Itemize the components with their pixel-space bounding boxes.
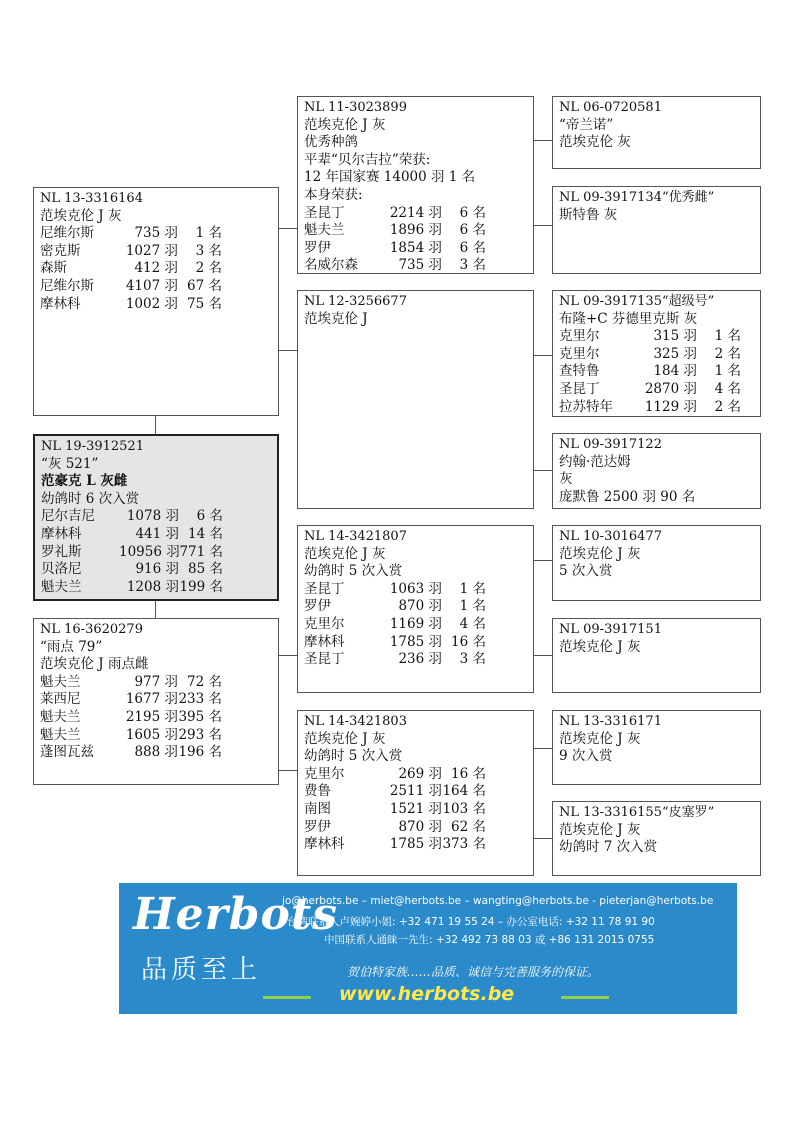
result-row xyxy=(304,783,527,801)
result-row xyxy=(304,581,527,599)
result-birds: 236 羽 xyxy=(398,651,442,668)
result-row xyxy=(304,651,527,669)
banner-bar-right xyxy=(561,996,609,999)
result-pos: 6 名 xyxy=(459,204,486,221)
info-line: 范埃克伦 J 灰 xyxy=(40,207,122,224)
result-birds: 735 羽 xyxy=(398,257,442,274)
dss-card xyxy=(552,525,761,601)
result-place: 摩林科 xyxy=(304,633,345,650)
result-row xyxy=(304,836,527,854)
result-birds: 441 羽 xyxy=(135,525,179,542)
connector-ss-ssd xyxy=(533,225,552,226)
result-row xyxy=(304,598,527,616)
result-pos: 3 名 xyxy=(459,257,486,274)
result-row xyxy=(559,399,754,417)
connector-ds-dss xyxy=(533,560,552,561)
result-pos: 1 名 xyxy=(714,328,741,345)
info-line: 灰 xyxy=(559,471,573,488)
result-pos: 1 名 xyxy=(195,225,222,242)
result-pos: 196 名 xyxy=(178,744,222,761)
info-line: 平辈“贝尔吉拉”荣获: xyxy=(304,151,431,168)
result-birds: 1027 羽 xyxy=(125,242,178,259)
result-place: 克里尔 xyxy=(559,345,600,362)
result-place: 拉苏特年 xyxy=(559,398,613,415)
result-birds: 1896 羽 xyxy=(389,222,442,239)
result-birds: 1063 羽 xyxy=(389,580,442,597)
result-place: 克里尔 xyxy=(304,615,345,632)
banner-website-link[interactable]: www.herbots.be xyxy=(339,983,515,1005)
ring-number: NL 13-3316171 xyxy=(559,714,662,729)
result-pos: 4 名 xyxy=(459,615,486,632)
result-birds: 1208 羽 xyxy=(126,578,179,595)
result-birds: 412 羽 xyxy=(134,260,178,277)
result-birds: 2870 羽 xyxy=(644,380,697,397)
result-pos: 6 名 xyxy=(459,239,486,256)
result-birds: 2214 羽 xyxy=(389,204,442,221)
info-line: 5 次入赏 xyxy=(559,563,613,580)
info-line: 幼鸽时 5 次入赏 xyxy=(304,563,403,580)
connector-ds-dsd xyxy=(533,655,552,656)
ring-number: NL 09-3917151 xyxy=(559,622,662,637)
result-place: 摩林科 xyxy=(304,836,345,853)
ring-number: NL 09-3917122 xyxy=(559,437,662,452)
result-row xyxy=(559,381,754,399)
info-line: 本身荣获: xyxy=(304,186,363,203)
result-birds: 315 羽 xyxy=(653,328,697,345)
info-line: “灰 521” xyxy=(41,455,99,472)
sire-card xyxy=(33,187,279,416)
info-line: 范埃克伦 J xyxy=(304,310,368,327)
result-place: 名威尔森 xyxy=(304,257,358,274)
result-pos: 62 名 xyxy=(451,818,486,835)
connector-dam-dd xyxy=(278,770,297,771)
result-pos: 771 名 xyxy=(179,543,223,560)
result-pos: 14 名 xyxy=(188,525,223,542)
result-pos: 16 名 xyxy=(451,633,486,650)
connector-sire-sd xyxy=(278,350,297,351)
connector-dd-ddd xyxy=(533,838,552,839)
result-row xyxy=(304,240,527,258)
result-row xyxy=(304,616,527,634)
result-place: 克里尔 xyxy=(559,328,600,345)
result-pos: 199 名 xyxy=(179,578,223,595)
info-line: 9 次入赏 xyxy=(559,748,613,765)
ring-number: NL 09-3917134“优秀雌” xyxy=(559,190,715,205)
result-place: 圣昆丁 xyxy=(304,204,345,221)
result-birds: 269 羽 xyxy=(398,765,442,782)
result-pos: 85 名 xyxy=(188,561,223,578)
info-line: 范埃克伦 J 灰 xyxy=(559,638,641,655)
result-place: 魁夫兰 xyxy=(41,578,82,595)
result-place: 森斯 xyxy=(40,260,67,277)
result-row xyxy=(40,674,272,692)
result-row xyxy=(304,222,527,240)
info-line: 幼鸽时 6 次入赏 xyxy=(41,490,140,507)
banner-slogan: 品质至上 xyxy=(141,955,262,985)
result-birds: 916 羽 xyxy=(135,561,179,578)
result-place: 摩林科 xyxy=(40,295,81,312)
result-row xyxy=(40,243,272,261)
result-row xyxy=(304,766,527,784)
result-row xyxy=(40,225,272,243)
info-line: 优秀种鸽 xyxy=(304,134,358,151)
connector-subject-dam xyxy=(155,600,156,619)
result-place: 蓬图瓦兹 xyxy=(40,744,94,761)
result-birds: 1002 羽 xyxy=(125,295,178,312)
result-place: 圣昆丁 xyxy=(559,380,600,397)
result-birds: 1854 羽 xyxy=(389,239,442,256)
info-line: 范埃克伦 J 灰 xyxy=(304,730,386,747)
ddd-card xyxy=(552,801,761,876)
info-line: “帝兰诺” xyxy=(559,116,614,133)
result-birds: 1129 羽 xyxy=(644,398,697,415)
result-place: 摩林科 xyxy=(41,525,82,542)
result-row xyxy=(559,363,754,381)
info-line: 范埃克伦 J 雨点雌 xyxy=(40,656,149,673)
result-birds: 1521 羽 xyxy=(389,800,442,817)
result-birds: 1785 羽 xyxy=(389,836,442,853)
result-place: 圣昆丁 xyxy=(304,580,345,597)
info-line: 范埃克伦 J 灰 xyxy=(559,730,641,747)
result-place: 魁夫兰 xyxy=(304,222,345,239)
connector-sire-subject xyxy=(155,415,156,435)
banner-emails[interactable]: jo@herbots.be – miet@herbots.be – wangting@herbots.be - pieterjan@herbots.be xyxy=(282,895,714,907)
result-pos: 3 名 xyxy=(195,242,222,259)
info-line: 布隆+C 芬德里克斯 灰 xyxy=(559,310,698,327)
connector-sd-sds xyxy=(533,355,552,356)
result-birds: 1169 羽 xyxy=(389,615,442,632)
ring-number: NL 16-3620279 xyxy=(40,622,143,637)
result-birds: 1785 羽 xyxy=(389,633,442,650)
result-place: 费鲁 xyxy=(304,783,331,800)
result-row xyxy=(40,278,272,296)
result-place: 贝洛尼 xyxy=(41,561,82,578)
ring-number: NL 14-3421807 xyxy=(304,529,407,544)
result-row xyxy=(41,508,271,526)
result-place: 魁夫兰 xyxy=(40,726,81,743)
connector-dam-ds xyxy=(278,655,297,656)
result-place: 罗伊 xyxy=(304,598,331,615)
sdd-card xyxy=(552,433,761,509)
ring-number: NL 09-3917135“超级号” xyxy=(559,294,715,309)
result-row xyxy=(304,257,527,274)
result-birds: 1677 羽 xyxy=(125,691,178,708)
result-row xyxy=(41,561,271,579)
result-pos: 6 名 xyxy=(459,222,486,239)
result-row xyxy=(304,819,527,837)
connector-ss-sss xyxy=(533,140,552,141)
herbots-logo: Herbots xyxy=(133,889,338,940)
info-line: 范埃克伦 J 灰 xyxy=(304,545,386,562)
result-row xyxy=(41,579,271,597)
ring-number: NL 19-3912521 xyxy=(41,439,144,454)
result-birds: 870 羽 xyxy=(398,598,442,615)
result-birds: 977 羽 xyxy=(134,673,178,690)
result-birds: 2195 羽 xyxy=(125,708,178,725)
dsd-card xyxy=(552,618,761,693)
ring-number: NL 13-3316164 xyxy=(40,191,143,206)
ring-number: NL 12-3256677 xyxy=(304,294,407,309)
result-birds: 1605 羽 xyxy=(125,726,178,743)
result-row xyxy=(41,526,271,544)
banner-contact-taiwan: 台湾联系人卢婉婷小姐: +32 471 19 55 24 – 办公室电话: +32 11 78 91 90 xyxy=(287,916,655,928)
result-birds: 10956 羽 xyxy=(119,543,180,560)
result-pos: 72 名 xyxy=(187,673,222,690)
info-line: 约翰·范达姆 xyxy=(559,453,631,470)
result-place: 莱西尼 xyxy=(40,691,81,708)
result-place: 罗礼斯 xyxy=(41,543,82,560)
result-row xyxy=(40,691,272,709)
info-line: 范豪克 L 灰雌 xyxy=(41,473,128,490)
info-line: 12 年国家赛 14000 羽 1 名 xyxy=(304,169,476,186)
ring-number: NL 10-3016477 xyxy=(559,529,662,544)
result-pos: 103 名 xyxy=(442,800,486,817)
result-row xyxy=(304,801,527,819)
result-pos: 75 名 xyxy=(187,295,222,312)
subject-card xyxy=(33,434,279,601)
info-line: 范埃克伦 J 灰 xyxy=(559,821,641,838)
dds-card xyxy=(552,710,761,785)
info-line: 幼鸽时 5 次入赏 xyxy=(304,748,403,765)
info-line: 范埃克伦 J 灰 xyxy=(304,116,386,133)
info-line: 斯特鲁 灰 xyxy=(559,206,618,223)
result-pos: 2 名 xyxy=(714,398,741,415)
info-line: 范埃克伦 J 灰 xyxy=(559,545,641,562)
info-line: 幼鸽时 7 次入赏 xyxy=(559,839,658,856)
result-row xyxy=(40,744,272,762)
result-birds: 184 羽 xyxy=(653,363,697,380)
result-place: 尼维尔斯 xyxy=(40,277,94,294)
result-place: 罗伊 xyxy=(304,818,331,835)
result-pos: 2 名 xyxy=(195,260,222,277)
herbots-banner xyxy=(119,883,737,1014)
dam-dam-card xyxy=(297,710,534,876)
ring-number: NL 06-0720581 xyxy=(559,100,662,115)
result-row xyxy=(304,634,527,652)
result-birds: 4107 羽 xyxy=(125,277,178,294)
result-pos: 395 名 xyxy=(178,708,222,725)
info-line: 范埃克伦 灰 xyxy=(559,134,631,151)
result-pos: 293 名 xyxy=(178,726,222,743)
connector-sire-ss xyxy=(278,228,297,229)
sss-card xyxy=(552,96,761,169)
result-place: 密克斯 xyxy=(40,242,81,259)
result-pos: 1 名 xyxy=(459,580,486,597)
result-place: 尼尔吉尼 xyxy=(41,508,95,525)
result-birds: 735 羽 xyxy=(134,225,178,242)
result-pos: 3 名 xyxy=(459,651,486,668)
result-place: 魁夫兰 xyxy=(40,708,81,725)
result-row xyxy=(559,346,754,364)
result-row xyxy=(40,709,272,727)
banner-contact-china: 中国联系人通睐一先生: +32 492 73 88 03 或 +86 131 2015 0755 xyxy=(324,934,655,946)
dam-card xyxy=(33,618,279,785)
result-pos: 1 名 xyxy=(459,598,486,615)
banner-bar-left xyxy=(263,996,311,999)
sds-card xyxy=(552,290,761,417)
info-line: “雨点 79” xyxy=(40,638,103,655)
result-pos: 1 名 xyxy=(714,363,741,380)
sire-sire-card xyxy=(297,96,534,274)
result-row xyxy=(304,205,527,223)
result-pos: 67 名 xyxy=(187,277,222,294)
ssd-card xyxy=(552,186,761,274)
result-place: 罗伊 xyxy=(304,239,331,256)
connector-sd-sdd xyxy=(533,470,552,471)
result-pos: 373 名 xyxy=(442,836,486,853)
result-row xyxy=(40,727,272,745)
result-birds: 1078 羽 xyxy=(126,508,179,525)
result-birds: 325 羽 xyxy=(653,345,697,362)
result-row xyxy=(40,296,272,314)
dam-sire-card xyxy=(297,525,534,693)
result-row xyxy=(559,328,754,346)
info-line: 庞默鲁 2500 羽 90 名 xyxy=(559,488,696,505)
result-place: 圣昆丁 xyxy=(304,651,345,668)
result-birds: 888 羽 xyxy=(134,744,178,761)
result-place: 尼维尔斯 xyxy=(40,225,94,242)
result-place: 南图 xyxy=(304,800,331,817)
sire-dam-card xyxy=(297,290,534,509)
result-pos: 233 名 xyxy=(178,691,222,708)
result-pos: 4 名 xyxy=(714,380,741,397)
ring-number: NL 13-3316155“皮塞罗” xyxy=(559,805,715,820)
result-row xyxy=(40,260,272,278)
result-place: 魁夫兰 xyxy=(40,673,81,690)
connector-dd-dds xyxy=(533,748,552,749)
result-birds: 2511 羽 xyxy=(389,783,442,800)
result-pos: 164 名 xyxy=(442,783,486,800)
result-pos: 6 名 xyxy=(196,508,223,525)
result-row xyxy=(41,544,271,562)
result-pos: 16 名 xyxy=(451,765,486,782)
result-place: 克里尔 xyxy=(304,765,345,782)
result-place: 查特鲁 xyxy=(559,363,600,380)
result-pos: 2 名 xyxy=(714,345,741,362)
banner-tagline: 贺伯特家族……品质、诚信与完善服务的保证。 xyxy=(347,965,600,979)
result-birds: 870 羽 xyxy=(398,818,442,835)
ring-number: NL 14-3421803 xyxy=(304,714,407,729)
ring-number: NL 11-3023899 xyxy=(304,100,407,115)
